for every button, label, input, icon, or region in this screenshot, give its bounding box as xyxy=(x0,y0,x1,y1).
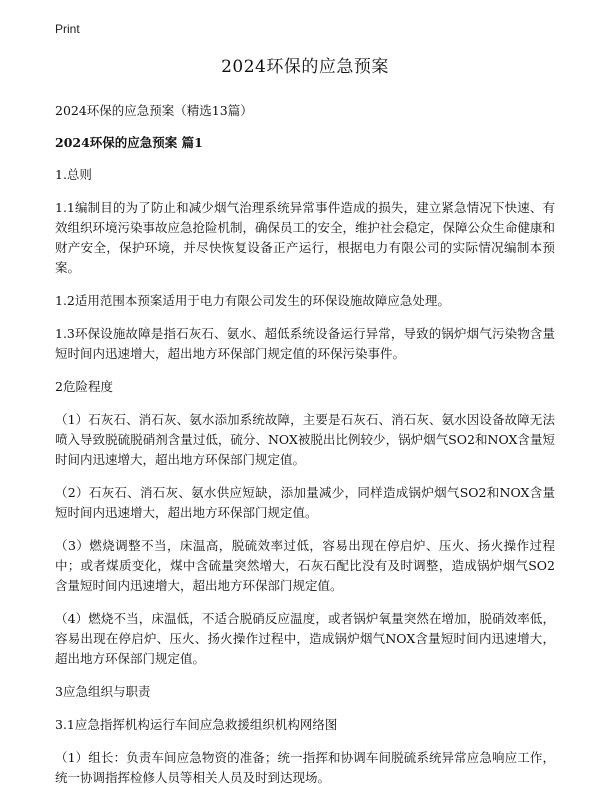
paragraph-hazard-heading: 2危险程度 xyxy=(55,379,113,394)
document-body xyxy=(55,52,555,801)
paragraph-team-leader: （1）组长：负责车间应急物资的准备；统一指挥和协调车间脱硫系统异常应急响应工作，统一协调指挥检修人员等相关人员及时到达现场。 xyxy=(55,750,555,785)
paragraph-general-provisions: 1.总则 xyxy=(55,167,92,182)
paragraph-hazard-4: （4）燃烧不当，床温低，不适合脱硝反应温度，或者锅炉氧量突然在增加，脱硝效率低，容易出现在停启炉、压火、扬火操作过程中，造成锅炉烟气NOX含量短时间内迅速增大，超出地方环保部门规定值。 xyxy=(55,611,555,666)
paragraph-hazard-1: （1）石灰石、消石灰、氨水添加系统故障，主要是石灰石、消石灰、氨水因设备故障无法喷入导致脱硫脱硝剂含量过低，硫分、NOX被脱出比例较少，锅炉烟气SO2和NOX含量短时间内迅速增大，超出地方环保部门规定值。 xyxy=(55,412,555,467)
paragraph-organization-heading: 3应急组织与职责 xyxy=(55,684,151,699)
document-subtitle: 2024环保的应急预案（精选13篇） xyxy=(55,103,253,118)
section-heading: 2024环保的应急预案 篇1 xyxy=(55,135,203,150)
print-link[interactable]: Print xyxy=(55,22,80,36)
paragraph-hazard-3: （3）燃烧调整不当，床温高，脱硫效率过低，容易出现在停启炉、压火、扬火操作过程中；或者煤质变化，煤中含硫量突然增大，石灰石配比没有及时调整，造成锅炉烟气SO2含量短时间内迅速增大，超出地方环保部门规定值。 xyxy=(55,538,555,593)
paragraph-purpose: 1.1编制目的为了防止和减少烟气治理系统异常事件造成的损失，建立紧急情况下快速、有效组织环境污染事故应急抢险机制，确保员工的安全，维护社会稳定，保障公众生命健康和财产安全，保护环境，并尽快恢复设备正产运行，根据电力有限公司的实际情况编制本预案。 xyxy=(55,200,556,275)
paragraph-scope: 1.2适用范围本预案适用于电力有限公司发生的环保设施故障应急处理。 xyxy=(55,293,450,308)
document-title: 2024环保的应急预案 xyxy=(221,57,389,77)
paragraph-hazard-2: （2）石灰石、消石灰、氨水供应短缺，添加量减少，同样造成锅炉烟气SO2和NOX含量短时间内迅速增大，超出地方环保部门规定值。 xyxy=(55,485,555,520)
paragraph-definition: 1.3环保设施故障是指石灰石、氨水、超低系统设备运行异常，导致的锅炉烟气污染物含量短时间内迅速增大，超出地方环保部门规定值的环保污染事件。 xyxy=(55,326,555,361)
paragraph-command-structure: 3.1应急指挥机构运行车间应急救援组织机构网络图 xyxy=(55,717,338,732)
